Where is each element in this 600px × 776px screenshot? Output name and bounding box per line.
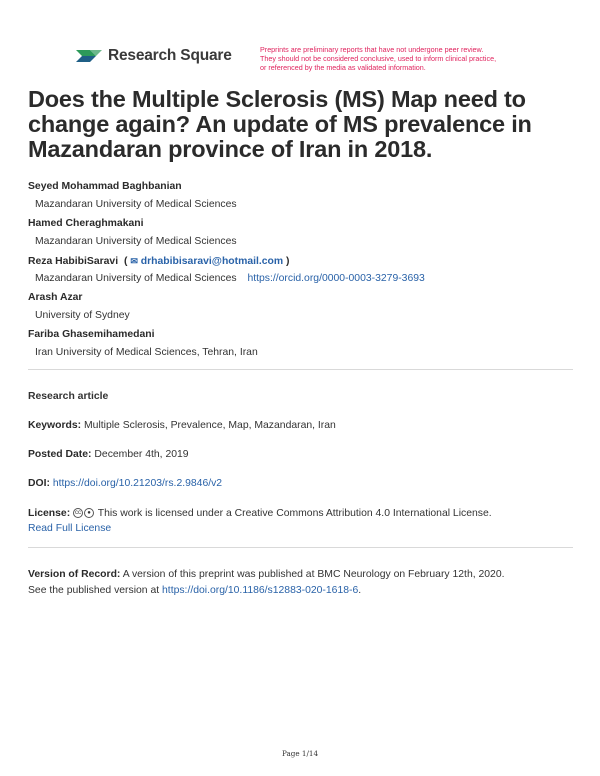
- notice-line: or referenced by the media as validated information.: [260, 63, 426, 72]
- preprint-notice: [260, 45, 560, 72]
- author-list: [28, 180, 588, 365]
- author-affiliation: University of Sydney: [35, 310, 130, 321]
- author-affiliation: Mazandaran University of Medical Sciences: [35, 236, 237, 247]
- license-label: License:: [28, 508, 71, 519]
- posted-date-row: [28, 447, 573, 462]
- author-name: Hamed Cheraghmakani: [28, 218, 144, 229]
- posted-date-label: Posted Date:: [28, 449, 92, 460]
- author-name: Seyed Mohammad Baghbanian: [28, 181, 182, 192]
- brand-name: Research Square: [108, 47, 232, 64]
- email-open-paren: (: [123, 256, 128, 267]
- divider: [28, 547, 573, 548]
- research-square-logo-icon: [76, 46, 102, 66]
- author-affiliation-row: [35, 272, 588, 291]
- keywords-label: Keywords:: [28, 420, 82, 431]
- research-square-logo[interactable]: [76, 46, 232, 66]
- keywords-row: [28, 418, 573, 433]
- corresponding-author: [28, 254, 588, 272]
- author-name: Fariba Ghasemihamedani: [28, 329, 155, 340]
- notice-line: Preprints are preliminary reports that have not undergone peer review.: [260, 45, 484, 54]
- version-text: A version of this preprint was published at BMC Neurology on February 12th, 2020.: [122, 569, 505, 580]
- divider: [28, 369, 573, 370]
- license-row: [28, 506, 573, 536]
- author-name: Arash Azar: [28, 292, 83, 303]
- doi-label: DOI:: [28, 478, 50, 489]
- attribution-icon: ●: [84, 508, 94, 518]
- paper-title: Does the Multiple Sclerosis (MS) Map need to change again? An update of MS prevalence in Mazandaran province of Iran in 2018.: [28, 86, 532, 162]
- read-full-license-link[interactable]: Read Full License: [28, 523, 112, 534]
- author-affiliation: Iran University of Medical Sciences, Tehran, Iran: [35, 347, 258, 358]
- author-affiliation: Mazandaran University of Medical Sciences: [35, 199, 237, 210]
- version-end: .: [358, 585, 362, 596]
- author-name: Reza HabibiSaravi: [28, 256, 119, 267]
- orcid-link[interactable]: https://orcid.org/0000-0003-3279-3693: [247, 273, 425, 284]
- keywords-value: Multiple Sclerosis, Prevalence, Map, Mazandaran, Iran: [84, 420, 336, 431]
- version-label: Version of Record:: [28, 569, 121, 580]
- posted-date-value: December 4th, 2019: [94, 449, 189, 460]
- published-version-link[interactable]: https://doi.org/10.1186/s12883-020-1618-6: [162, 585, 359, 596]
- article-type: Research article: [28, 391, 109, 402]
- author-affiliation: Mazandaran University of Medical Sciences: [35, 273, 237, 284]
- license-text: This work is licensed under a Creative Commons Attribution 4.0 International License.: [97, 508, 492, 519]
- version-see-text: See the published version at: [28, 585, 160, 596]
- doi-row: [28, 476, 573, 491]
- page-number: Page 1/14: [281, 749, 319, 758]
- cc-icon: cc: [75, 510, 82, 517]
- doi-link[interactable]: https://doi.org/10.21203/rs.2.9846/v2: [52, 478, 223, 489]
- notice-line: They should not be considered conclusive, used to inform clinical practice,: [260, 54, 497, 63]
- email-icon: ✉: [130, 256, 138, 266]
- email-close-paren: ): [286, 256, 290, 267]
- version-of-record: [28, 567, 573, 598]
- email-link[interactable]: drhabibisaravi@hotmail.com: [140, 256, 284, 267]
